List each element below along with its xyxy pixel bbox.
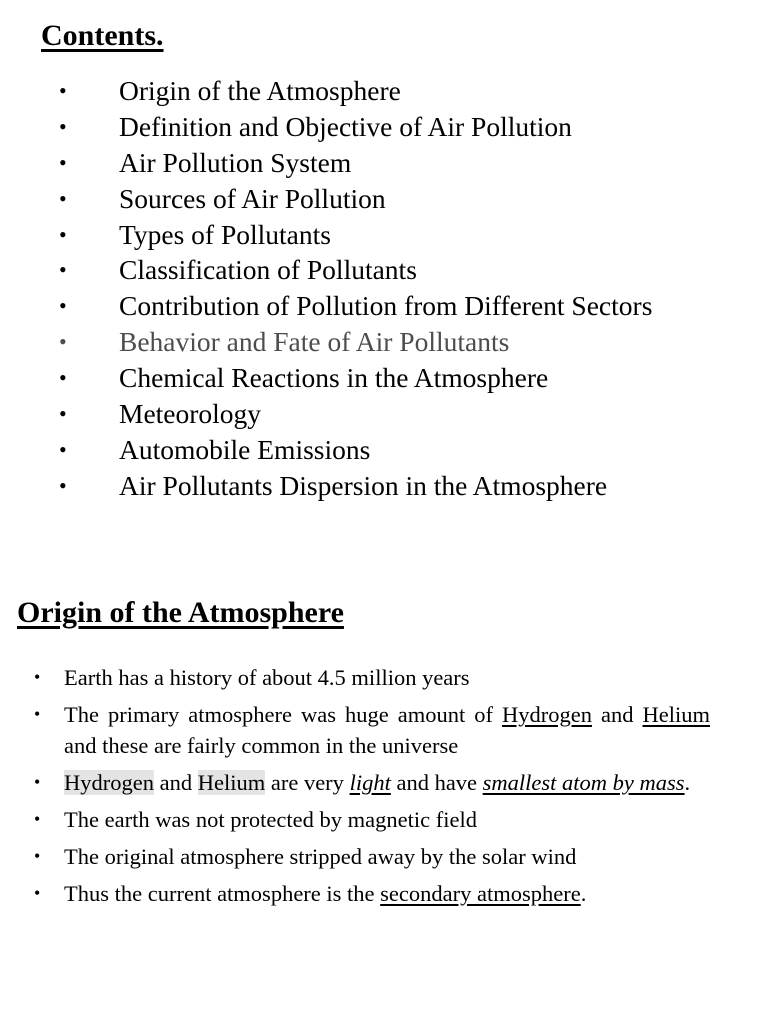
- bullet: •: [34, 809, 41, 829]
- bullet: •: [59, 436, 67, 462]
- text-fragment: Thus the current atmosphere is the: [64, 881, 381, 906]
- text-fragment: The primary atmosphere was huge amount of: [64, 702, 502, 727]
- toc-item-label: Behavior and Fate of Air Pollutants: [119, 326, 510, 358]
- bullet-text: The earth was not protected by magnetic field: [64, 807, 477, 832]
- bullet: •: [59, 365, 67, 391]
- toc-item-label: Air Pollution System: [119, 146, 352, 178]
- bullet-solar-wind: [0, 841, 768, 872]
- bullet-text: [64, 878, 710, 909]
- toc-item-label: Sources of Air Pollution: [119, 182, 386, 214]
- smallest-atom-term: smallest atom by mass: [482, 770, 685, 795]
- toc-item-label: Chemical Reactions in the Atmosphere: [119, 362, 549, 394]
- toc-item-label: Origin of the Atmosphere: [119, 75, 401, 106]
- text-fragment: .: [684, 770, 691, 795]
- toc-item-label: Meteorology: [119, 398, 262, 430]
- text-fragment: and: [591, 702, 643, 727]
- toc-item-label: Types of Pollutants: [119, 218, 331, 250]
- bullet: •: [59, 185, 67, 211]
- bullet: •: [34, 772, 41, 792]
- bullet-text: [64, 767, 710, 798]
- bullet-text: [64, 699, 710, 761]
- text-fragment: and: [153, 770, 198, 795]
- hydrogen-highlight: Hydrogen: [64, 770, 154, 795]
- bullet: •: [34, 704, 41, 724]
- bullet-secondary-atmosphere: [0, 878, 768, 909]
- bullet: •: [59, 329, 67, 355]
- helium-highlight: Helium: [197, 770, 266, 795]
- bullet: •: [59, 78, 67, 103]
- text-fragment: and have: [390, 770, 483, 795]
- section-bullet-list: [0, 662, 768, 909]
- bullet: •: [59, 149, 67, 175]
- secondary-atmosphere-term: secondary atmosphere: [380, 881, 581, 906]
- bullet-history: [0, 662, 768, 693]
- toc-item-label: Classification of Pollutants: [119, 254, 417, 286]
- text-fragment: are very: [265, 770, 350, 795]
- toc-item-label: Automobile Emissions: [119, 433, 371, 465]
- light-term: light: [349, 770, 391, 795]
- bullet: •: [34, 846, 41, 866]
- helium-term: Helium: [642, 702, 710, 727]
- bullet-magnetic-field: [0, 804, 768, 835]
- text-fragment: and these are fairly common in the universe: [64, 733, 459, 758]
- toc-item-label: Definition and Objective of Air Pollution: [119, 110, 572, 142]
- toc-item-label: Air Pollutants Dispersion in the Atmosphere: [119, 469, 608, 501]
- bullet-light-atoms: [0, 767, 768, 798]
- bullet: •: [59, 113, 67, 139]
- contents-heading: Contents.: [41, 19, 164, 52]
- bullet-text: The original atmosphere stripped away by the solar wind: [64, 844, 577, 869]
- text-fragment: .: [580, 881, 587, 906]
- bullet: •: [59, 221, 67, 247]
- bullet: •: [59, 293, 67, 319]
- bullet: •: [59, 401, 67, 427]
- section-heading: Origin of the Atmosphere: [17, 596, 344, 629]
- toc-item-label: Contribution of Pollution from Different Sectors: [119, 290, 653, 322]
- bullet: •: [59, 472, 67, 498]
- hydrogen-term: Hydrogen: [501, 702, 592, 727]
- bullet: •: [34, 883, 41, 903]
- bullet: •: [34, 667, 41, 687]
- bullet-primary-atmosphere: [0, 699, 768, 761]
- bullet-text: Earth has a history of about 4.5 million years: [64, 665, 470, 690]
- bullet: •: [59, 257, 67, 283]
